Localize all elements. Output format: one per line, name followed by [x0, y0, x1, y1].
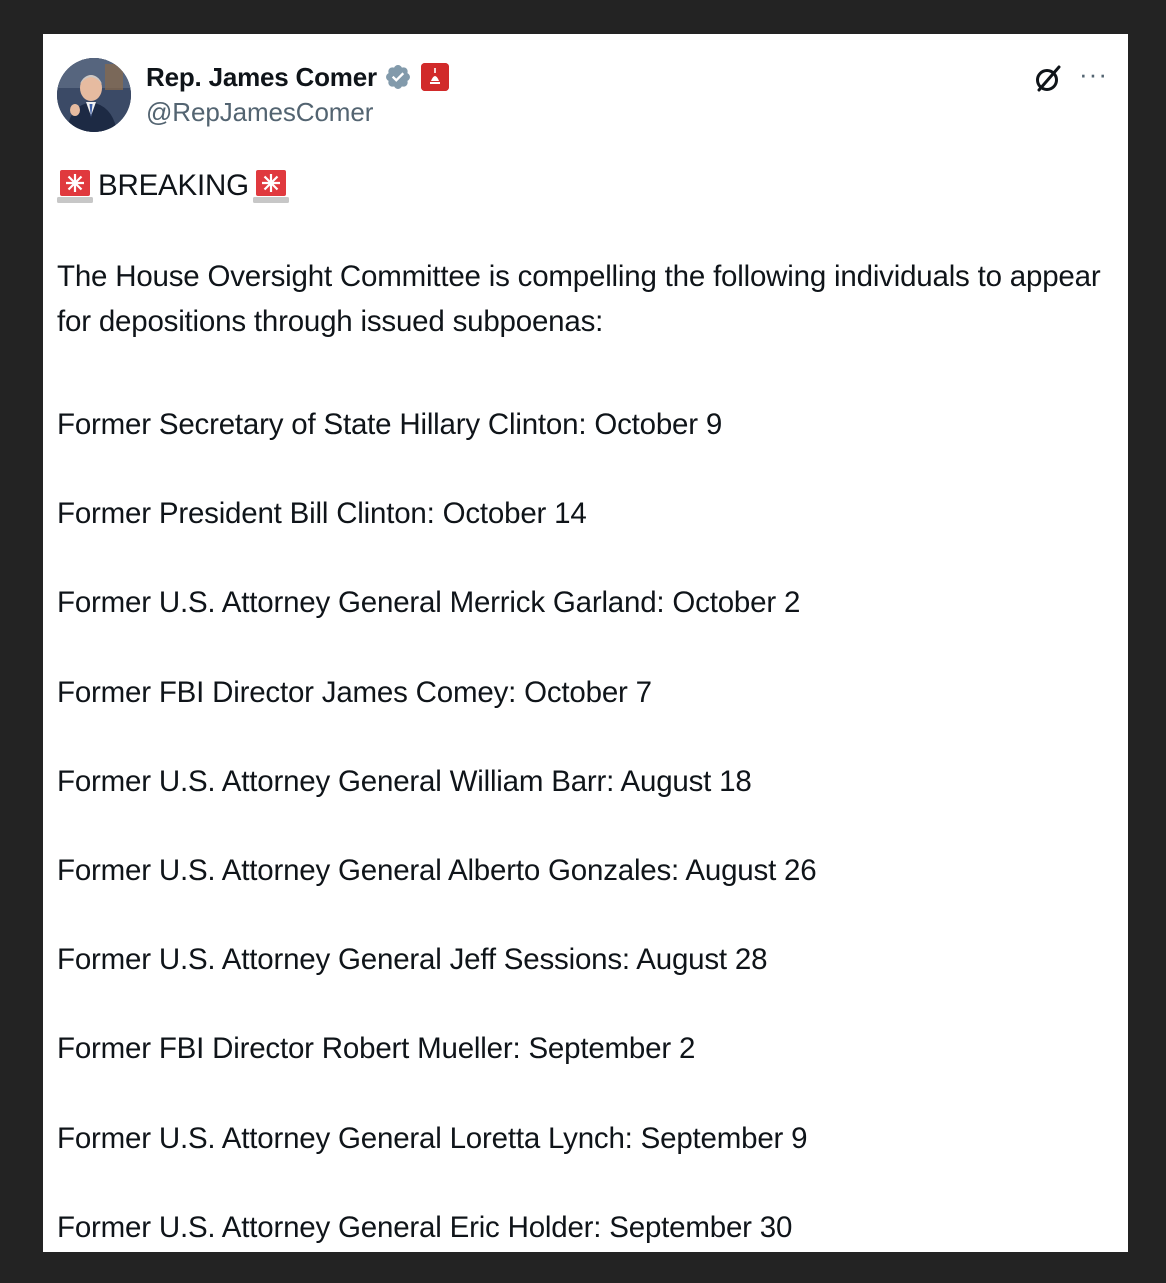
grok-icon[interactable]: [1031, 62, 1065, 96]
list-item: Former President Bill Clinton: October 14: [57, 497, 587, 531]
list-item: Former U.S. Attorney General Loretta Lynch: September 9: [57, 1121, 808, 1155]
post-actions: [1031, 59, 1108, 96]
post-header: [57, 58, 1114, 138]
verified-badge-icon[interactable]: [384, 63, 412, 91]
house-badge-icon[interactable]: [421, 63, 449, 91]
display-name-row: [146, 60, 449, 94]
rotating-light-icon: [57, 168, 93, 204]
list-item: Former FBI Director James Comey: October 7: [57, 675, 652, 709]
rotating-light-icon: [253, 168, 289, 204]
author-display-name[interactable]: Rep. James Comer: [146, 61, 377, 92]
list-item: Former U.S. Attorney General Merrick Garland: October 2: [57, 586, 801, 620]
avatar-image: [57, 58, 131, 132]
list-item: Former U.S. Attorney General Eric Holder: September 30: [57, 1210, 793, 1244]
avatar[interactable]: [57, 58, 131, 132]
post-body: [57, 166, 1114, 1244]
list-item: Former U.S. Attorney General Jeff Sessions: August 28: [57, 943, 768, 977]
subpoena-list: [57, 407, 1114, 1252]
list-item: Former FBI Director Robert Mueller: September 2: [57, 1032, 696, 1066]
more-icon[interactable]: ···: [1079, 59, 1108, 89]
author-names: [146, 60, 449, 128]
author-handle[interactable]: @RepJamesComer: [146, 97, 374, 127]
post-intro-text: The House Oversight Committee is compelling the following individuals to appear for depositions through issued subpoenas:: [57, 260, 1101, 338]
list-item: Former Secretary of State Hillary Clinton: October 9: [57, 408, 723, 441]
list-item: Former U.S. Attorney General William Barr: August 18: [57, 764, 752, 798]
post-card: [43, 34, 1128, 1252]
breaking-label: BREAKING: [98, 169, 249, 202]
breaking-line: [57, 166, 1114, 206]
list-item: Former U.S. Attorney General Alberto Gonzales: August 26: [57, 853, 817, 887]
